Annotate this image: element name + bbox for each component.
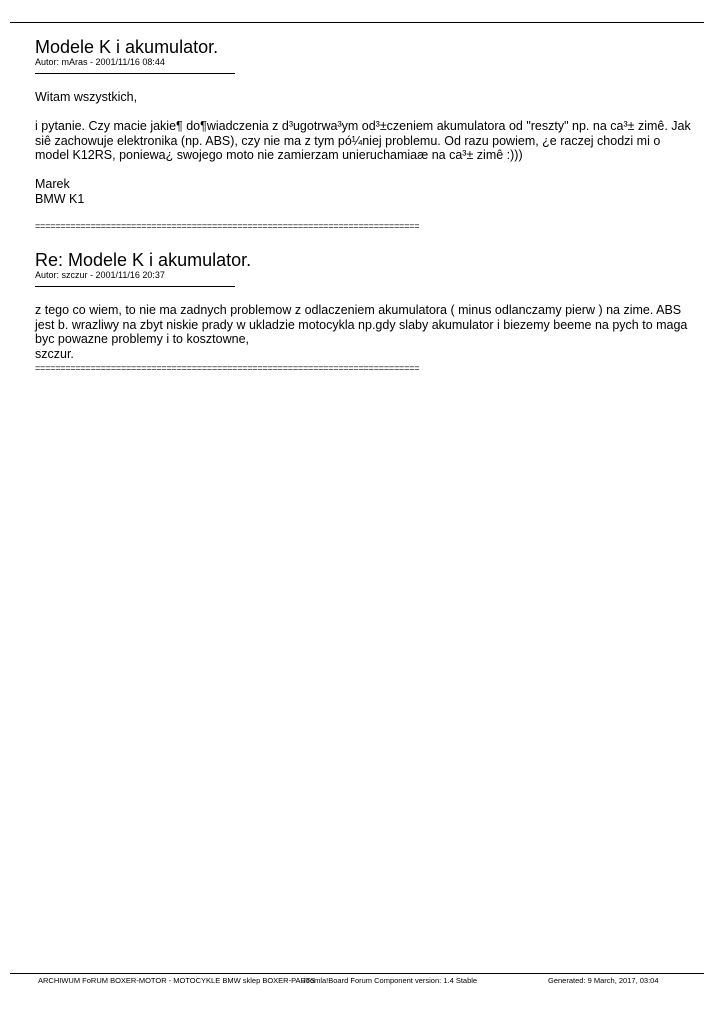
- post-2: [35, 250, 695, 373]
- post-title: Modele K i akumulator.: [35, 37, 219, 57]
- post-paragraph: i pytanie. Czy macie jakie¶ do¶wiadczenia z d³ugotrwa³ym od³±czeniem akumulatora od "reszty" np. na ca³± zimê. Jak siê zachowuje elektronika (np. ABS), czy nie ma z tym pó¼niej problemu. Od razu powiem, ¿e raczej chodzi mi o model K12RS, poniewa¿ swojego moto nie zamierzam unieruchamiaæ na ca³± zimê :))): [35, 119, 691, 162]
- post-signature-name: Marek: [35, 177, 70, 191]
- post-author-meta: Autor: mAras - 2001/11/16 08:44: [35, 57, 165, 67]
- post-signature-name: szczur.: [35, 346, 74, 361]
- title-underline: [35, 73, 235, 74]
- footer-site-name: ARCHIWUM FoRUM BOXER-MOTOR - MOTOCYKLE BMW sklep BOXER-PARTS: [38, 976, 316, 985]
- post-1: [35, 37, 695, 231]
- top-rule: [10, 22, 704, 23]
- post-paragraph: z tego co wiem, to nie ma zadnych problemow z odlaczeniem akumulatora ( minus odlanczamy pierw ) na zime. ABS jest b. wrazliwy na zbyt niskie prady w ukladzie motocykla np.gdy slaby akumulator i biezemy beeme na pych to maga byc powazne problemy i to kosztowne,: [35, 303, 688, 346]
- footer-component-version: Joomla!Board Forum Component version: 1.4 Stable: [302, 976, 478, 985]
- post-body: [35, 303, 695, 361]
- footer-generated-date: Generated: 9 March, 2017, 03:04: [548, 976, 659, 985]
- post-paragraph: Witam wszystkich,: [35, 90, 138, 104]
- post-signature-bike: BMW K1: [35, 191, 85, 206]
- post-separator: ============================================================================: [35, 363, 420, 373]
- post-title: Re: Modele K i akumulator.: [35, 250, 252, 270]
- footer-rule: [10, 973, 704, 974]
- post-separator: ============================================================================: [35, 220, 420, 231]
- post-author-meta: Autor: szczur - 2001/11/16 20:37: [35, 270, 165, 280]
- title-underline: [35, 286, 235, 287]
- post-body: [35, 90, 695, 206]
